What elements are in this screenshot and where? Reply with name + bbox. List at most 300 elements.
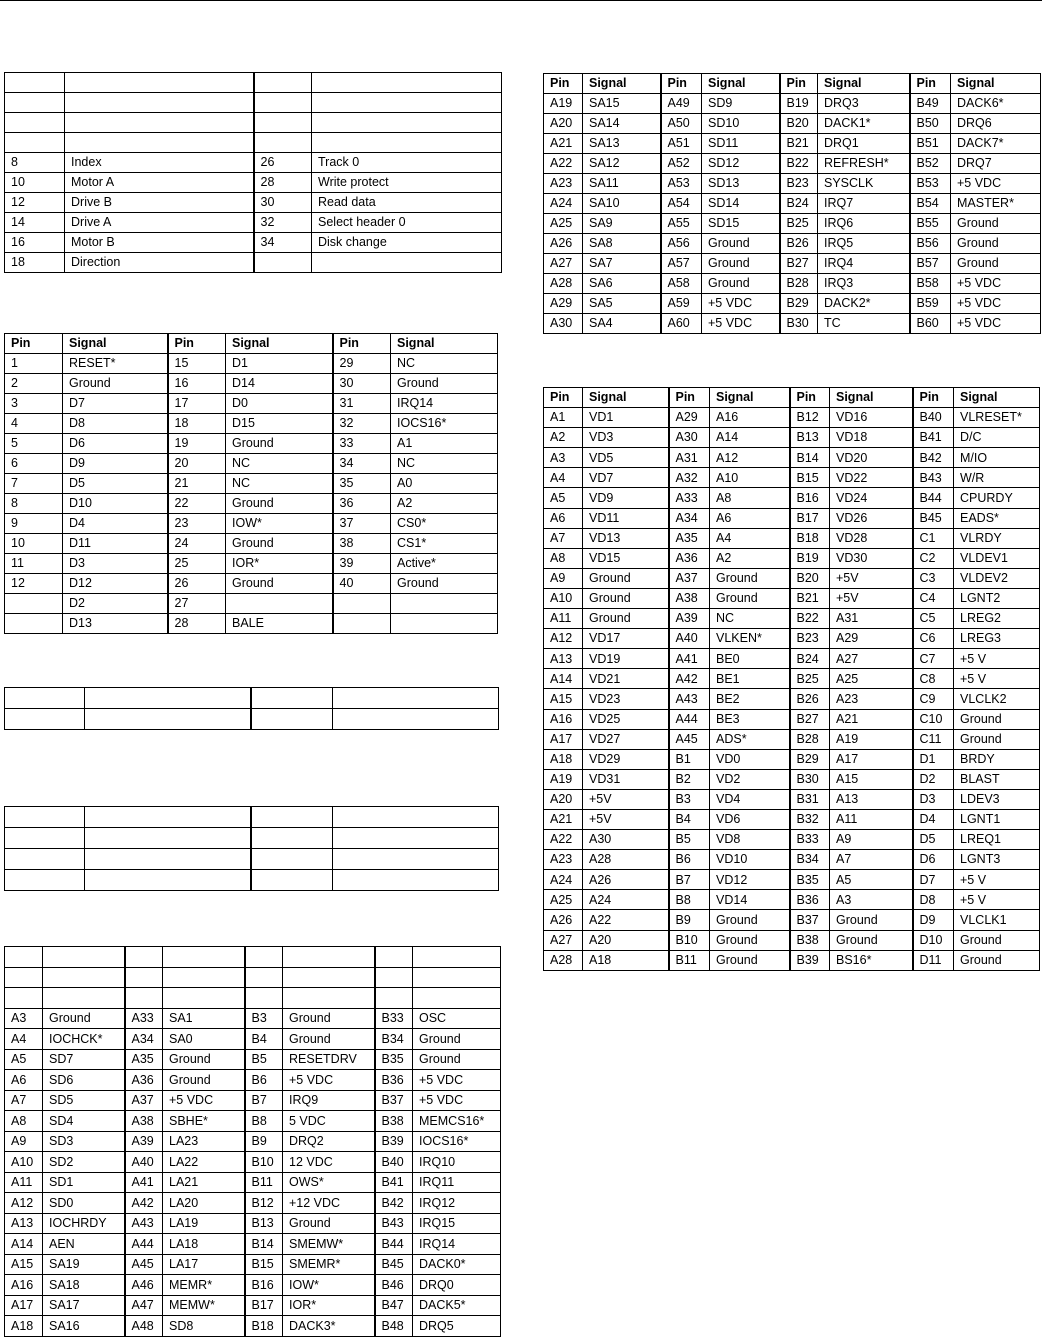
signal-name-cell: Ground [583, 609, 669, 629]
pin-number-cell: B8 [669, 890, 710, 910]
table-row [544, 850, 1040, 870]
pin-number-cell: A56 [661, 234, 702, 254]
signal-name-cell: AEN [43, 1234, 125, 1255]
pin-number-cell: B4 [669, 809, 710, 829]
pin-number-cell: A14 [5, 1234, 43, 1255]
signal-name-cell: BLAST [954, 769, 1040, 789]
signal-name-cell: A10 [710, 468, 790, 488]
pin-number-cell: B26 [780, 234, 818, 254]
pin-number-cell: A35 [669, 528, 710, 548]
signal-name-cell: DRQ7 [951, 154, 1041, 174]
pin-number-cell: B5 [669, 830, 710, 850]
pin-number-cell: B44 [375, 1234, 413, 1255]
table-row [544, 890, 1040, 910]
signal-name-cell: DACK7* [951, 134, 1041, 154]
signal-name-cell: D11 [63, 534, 168, 554]
table-row [544, 468, 1040, 488]
signal-name-cell: MEMR* [163, 1275, 245, 1296]
pin-number-cell: A33 [669, 488, 710, 508]
signal-name-cell: A24 [583, 890, 669, 910]
pin-number-cell: A13 [544, 649, 583, 669]
pin-number-cell: D9 [913, 910, 954, 930]
pin-number-cell: B59 [910, 294, 951, 314]
signal-name-cell: +5 V [954, 649, 1040, 669]
table-header-row [5, 334, 498, 354]
signal-name-cell: VD18 [830, 428, 913, 448]
pin-number-cell: B42 [375, 1193, 413, 1214]
table-row [544, 669, 1040, 689]
signal-name-cell: IRQ14 [391, 394, 498, 414]
pin-number-cell: A28 [544, 950, 583, 970]
signal-name-cell: SA9 [583, 214, 661, 234]
signal-name-cell: DACK6* [951, 94, 1041, 114]
pin-number-cell: B16 [245, 1275, 283, 1296]
table-row [544, 194, 1041, 214]
signal-name-cell: Ground [163, 1049, 245, 1070]
signal-name-cell: SD14 [702, 194, 780, 214]
signal-name-cell: IRQ6 [818, 214, 910, 234]
pin-number-cell: 14 [5, 213, 65, 233]
table-row [5, 233, 502, 253]
pin-number-cell: 23 [168, 514, 226, 534]
signal-name-cell: A29 [830, 629, 913, 649]
pin-number-cell [245, 947, 283, 968]
pin-number-cell: A26 [544, 234, 583, 254]
pin-number-cell: B6 [669, 850, 710, 870]
signal-name-cell: VD2 [710, 769, 790, 789]
table-row [544, 809, 1040, 829]
pin-number-cell: 5 [5, 434, 63, 454]
pin-number-cell: A35 [125, 1049, 163, 1070]
pin-number-cell: A15 [544, 689, 583, 709]
pin-number-cell: A41 [669, 649, 710, 669]
pin-number-cell: B39 [790, 950, 830, 970]
pin-number-cell: A13 [5, 1213, 43, 1234]
column-header-cell: Signal [710, 388, 790, 408]
signal-name-cell: Motor A [65, 173, 254, 193]
pin-number-cell: 35 [333, 474, 391, 494]
signal-name-cell: SA12 [583, 154, 661, 174]
column-header-cell: Signal [818, 74, 910, 94]
signal-name-cell: A17 [830, 749, 913, 769]
column-header-cell: Signal [830, 388, 913, 408]
pin-number-cell: 28 [254, 173, 312, 193]
pin-number-cell: A43 [669, 689, 710, 709]
column-header-cell: Signal [954, 388, 1040, 408]
table-row [5, 1049, 501, 1070]
pin-number-cell: A14 [544, 669, 583, 689]
table-row [5, 534, 498, 554]
pin-number-cell: C1 [913, 528, 954, 548]
pin-number-cell: B45 [913, 508, 954, 528]
pin-number-cell: 3 [5, 394, 63, 414]
pin-number-cell: D2 [913, 769, 954, 789]
signal-name-cell: LREG2 [954, 609, 1040, 629]
signal-name-cell: Active* [391, 554, 498, 574]
signal-name-cell: SMEMR* [283, 1254, 375, 1275]
signal-name-cell: SD6 [43, 1070, 125, 1091]
table-row [544, 568, 1040, 588]
column-header-cell: Pin [780, 74, 818, 94]
signal-name-cell: A5 [830, 870, 913, 890]
pin-number-cell: A28 [544, 274, 583, 294]
signal-name-cell: VD7 [583, 468, 669, 488]
pin-number-cell: D6 [913, 850, 954, 870]
pin-number-cell: A45 [125, 1254, 163, 1275]
signal-name-cell: VD11 [583, 508, 669, 528]
pin-number-cell: 19 [168, 434, 226, 454]
signal-name-cell: A14 [710, 428, 790, 448]
signal-name-cell [333, 807, 499, 828]
pin-number-cell: B29 [780, 294, 818, 314]
signal-name-cell [85, 688, 251, 709]
pin-number-cell: A16 [5, 1275, 43, 1296]
pin-number-cell: B48 [375, 1316, 413, 1337]
signal-name-cell: Ground [226, 534, 333, 554]
pin-number-cell: A11 [544, 609, 583, 629]
table-row [5, 870, 499, 891]
signal-name-cell: IRQ12 [413, 1193, 501, 1214]
signal-name-cell: VLCLK1 [954, 910, 1040, 930]
pin-number-cell: B8 [245, 1111, 283, 1132]
signal-name-cell: IOCHRDY [43, 1213, 125, 1234]
pin-number-cell: A6 [5, 1070, 43, 1091]
table-row [5, 414, 498, 434]
signal-name-cell: IRQ15 [413, 1213, 501, 1234]
signal-name-cell: LA22 [163, 1152, 245, 1173]
signal-name-cell: VLKEN* [710, 629, 790, 649]
signal-name-cell: SA7 [583, 254, 661, 274]
column-header-cell: Signal [391, 334, 498, 354]
pin-number-cell [5, 93, 65, 113]
table-row [544, 729, 1040, 749]
signal-name-cell: VD9 [583, 488, 669, 508]
pin-number-cell: B3 [245, 1008, 283, 1029]
signal-name-cell: VD1 [583, 408, 669, 428]
table-row [544, 448, 1040, 468]
pin-number-cell: A25 [544, 890, 583, 910]
pin-number-cell: A31 [669, 448, 710, 468]
pin-number-cell: A18 [544, 749, 583, 769]
table-row [5, 474, 498, 494]
signal-name-cell: +5V [583, 789, 669, 809]
pin-number-cell: 18 [5, 253, 65, 273]
table-row [544, 649, 1040, 669]
signal-name-cell: IRQ5 [818, 234, 910, 254]
pin-number-cell: A9 [5, 1131, 43, 1152]
signal-name-cell: D0 [226, 394, 333, 414]
signal-name-cell: Ground [413, 1029, 501, 1050]
pin-number-cell: A7 [544, 528, 583, 548]
signal-name-cell: D4 [63, 514, 168, 534]
signal-name-cell: VD25 [583, 709, 669, 729]
pin-number-cell: B39 [375, 1131, 413, 1152]
signal-name-cell [65, 133, 254, 153]
pin-number-cell: B28 [790, 729, 830, 749]
pin-number-cell: B37 [375, 1090, 413, 1111]
pin-number-cell: A22 [544, 154, 583, 174]
signal-name-cell: +5 VDC [951, 294, 1041, 314]
pin-number-cell: A29 [669, 408, 710, 428]
pin-number-cell: B20 [780, 114, 818, 134]
pin-number-cell: A39 [669, 609, 710, 629]
pin-number-cell [254, 73, 312, 93]
pin-number-cell: 6 [5, 454, 63, 474]
table-row [544, 114, 1041, 134]
table-row [5, 849, 499, 870]
signal-name-cell: Ground [391, 374, 498, 394]
pin-number-cell: B6 [245, 1070, 283, 1091]
pin-number-cell: C6 [913, 629, 954, 649]
pin-number-cell: B9 [669, 910, 710, 930]
pin-number-cell [125, 967, 163, 988]
signal-name-cell [333, 870, 499, 891]
pin-number-cell: 16 [168, 374, 226, 394]
pin-number-cell: B35 [375, 1049, 413, 1070]
pin-number-cell: A25 [544, 214, 583, 234]
signal-name-cell: SA8 [583, 234, 661, 254]
pin-number-cell: B45 [375, 1254, 413, 1275]
pin-number-cell: B34 [375, 1029, 413, 1050]
pin-number-cell: 31 [333, 394, 391, 414]
pin-number-cell: B11 [245, 1172, 283, 1193]
pin-number-cell: C5 [913, 609, 954, 629]
signal-name-cell: +5 V [954, 870, 1040, 890]
pin-number-cell [5, 688, 85, 709]
pin-number-cell: B10 [245, 1152, 283, 1173]
signal-name-cell: D12 [63, 574, 168, 594]
signal-name-cell: VD13 [583, 528, 669, 548]
signal-name-cell: RESET* [63, 354, 168, 374]
pin-number-cell: B32 [790, 809, 830, 829]
signal-name-cell: LA21 [163, 1172, 245, 1193]
signal-name-cell: +5 VDC [413, 1070, 501, 1091]
signal-name-cell: Track 0 [312, 153, 502, 173]
pin-number-cell: A12 [544, 629, 583, 649]
vesa-local-bus-pinout-table [543, 387, 1040, 971]
pin-number-cell: A3 [544, 448, 583, 468]
signal-name-cell: A7 [830, 850, 913, 870]
signal-name-cell: 5 VDC [283, 1111, 375, 1132]
signal-name-cell: BE3 [710, 709, 790, 729]
pin-number-cell [254, 113, 312, 133]
pin-number-cell: D11 [913, 950, 954, 970]
pin-number-cell: B36 [375, 1070, 413, 1091]
signal-name-cell [333, 709, 499, 730]
pin-number-cell: B46 [375, 1275, 413, 1296]
signal-name-cell [65, 113, 254, 133]
signal-name-cell: LDEV3 [954, 789, 1040, 809]
signal-name-cell: A27 [830, 649, 913, 669]
table-row [5, 614, 498, 634]
pin-number-cell: A36 [125, 1070, 163, 1091]
pin-number-cell: A32 [669, 468, 710, 488]
signal-name-cell: IOR* [226, 554, 333, 574]
signal-name-cell [283, 947, 375, 968]
signal-name-cell: IRQ3 [818, 274, 910, 294]
pin-number-cell: 39 [333, 554, 391, 574]
pin-number-cell: C2 [913, 548, 954, 568]
signal-name-cell: VD26 [830, 508, 913, 528]
pin-number-cell: A40 [125, 1152, 163, 1173]
pin-number-cell: B14 [245, 1234, 283, 1255]
pin-number-cell: C8 [913, 669, 954, 689]
signal-name-cell: IRQ14 [413, 1234, 501, 1255]
pin-number-cell [375, 967, 413, 988]
pin-number-cell: A11 [5, 1172, 43, 1193]
table-row [5, 1316, 501, 1337]
pin-number-cell: B26 [790, 689, 830, 709]
column-header-cell: Pin [333, 334, 391, 354]
table-row [544, 769, 1040, 789]
pin-number-cell: B19 [790, 548, 830, 568]
pin-number-cell: 30 [254, 193, 312, 213]
signal-name-cell: IOCHCK* [43, 1029, 125, 1050]
signal-name-cell: VD30 [830, 548, 913, 568]
signal-name-cell: BALE [226, 614, 333, 634]
pin-number-cell: 34 [333, 454, 391, 474]
pin-number-cell: A18 [5, 1316, 43, 1337]
pin-number-cell [375, 947, 413, 968]
signal-name-cell: Ground [710, 588, 790, 608]
signal-name-cell [43, 988, 125, 1009]
signal-name-cell [85, 828, 251, 849]
signal-name-cell: SD13 [702, 174, 780, 194]
table-row [544, 629, 1040, 649]
pin-number-cell: A27 [544, 254, 583, 274]
signal-name-cell: SA14 [583, 114, 661, 134]
pin-number-cell: 37 [333, 514, 391, 534]
signal-name-cell: A0 [391, 474, 498, 494]
table-row [5, 93, 502, 113]
pin-number-cell: B22 [780, 154, 818, 174]
table-row [5, 1131, 501, 1152]
column-header-cell: Pin [669, 388, 710, 408]
signal-name-cell: +12 VDC [283, 1193, 375, 1214]
pin-number-cell: A52 [661, 154, 702, 174]
signal-name-cell: D8 [63, 414, 168, 434]
pin-number-cell: B15 [790, 468, 830, 488]
pin-number-cell: B57 [910, 254, 951, 274]
pin-number-cell: B2 [669, 769, 710, 789]
table-row [544, 314, 1041, 334]
column-header-cell: Signal [583, 388, 669, 408]
pin-number-cell: B33 [375, 1008, 413, 1029]
signal-name-cell: A15 [830, 769, 913, 789]
signal-name-cell: Ground [954, 709, 1040, 729]
pin-number-cell: A7 [5, 1090, 43, 1111]
pin-number-cell [251, 828, 333, 849]
signal-name-cell: DRQ3 [818, 94, 910, 114]
pin-number-cell: A17 [5, 1295, 43, 1316]
floppy-connector-pinout-table [4, 72, 502, 273]
pin-number-cell: 4 [5, 414, 63, 434]
table-row [544, 134, 1041, 154]
pin-number-cell: 20 [168, 454, 226, 474]
table-row [544, 488, 1040, 508]
pin-number-cell: 12 [5, 193, 65, 213]
pin-number-cell: C3 [913, 568, 954, 588]
table-header-row [544, 388, 1040, 408]
pin-number-cell: A1 [544, 408, 583, 428]
signal-name-cell: IOCS16* [413, 1131, 501, 1152]
signal-name-cell: SD1 [43, 1172, 125, 1193]
pin-number-cell: A26 [544, 910, 583, 930]
signal-name-cell: +5 VDC [951, 274, 1041, 294]
signal-name-cell: M/IO [954, 448, 1040, 468]
signal-name-cell: LA20 [163, 1193, 245, 1214]
signal-name-cell: A3 [830, 890, 913, 910]
signal-name-cell [312, 73, 502, 93]
pin-number-cell [251, 870, 333, 891]
table-row [5, 1295, 501, 1316]
pin-number-cell: B35 [790, 870, 830, 890]
pin-number-cell: A51 [661, 134, 702, 154]
signal-name-cell: LA17 [163, 1254, 245, 1275]
pin-number-cell: D7 [913, 870, 954, 890]
pin-number-cell: A21 [544, 809, 583, 829]
signal-name-cell [312, 253, 502, 273]
isa-16bit-slot-pinout-table [4, 946, 501, 1337]
table-row [544, 689, 1040, 709]
pin-number-cell [251, 688, 333, 709]
pin-number-cell [254, 93, 312, 113]
signal-name-cell: Write protect [312, 173, 502, 193]
pin-number-cell: 11 [5, 554, 63, 574]
signal-name-cell: Ground [830, 910, 913, 930]
pin-number-cell [375, 988, 413, 1009]
table-row [544, 214, 1041, 234]
column-header-cell: Pin [790, 388, 830, 408]
pin-number-cell: B41 [375, 1172, 413, 1193]
pin-number-cell: B27 [790, 709, 830, 729]
signal-name-cell: SA5 [583, 294, 661, 314]
pin-number-cell: A27 [544, 930, 583, 950]
table-row [5, 1111, 501, 1132]
signal-name-cell: CS1* [391, 534, 498, 554]
signal-name-cell: DRQ6 [951, 114, 1041, 134]
signal-name-cell: SD9 [702, 94, 780, 114]
signal-name-cell: A23 [830, 689, 913, 709]
pin-number-cell: B22 [790, 609, 830, 629]
table-row [544, 609, 1040, 629]
signal-name-cell: NC [391, 354, 498, 374]
pin-number-cell: A2 [544, 428, 583, 448]
signal-name-cell: Motor B [65, 233, 254, 253]
table-row [5, 947, 501, 968]
signal-name-cell: MEMCS16* [413, 1111, 501, 1132]
signal-name-cell: SA18 [43, 1275, 125, 1296]
signal-name-cell: VLRESET* [954, 408, 1040, 428]
pin-number-cell: B12 [790, 408, 830, 428]
pin-number-cell: B3 [669, 789, 710, 809]
pin-number-cell: B27 [780, 254, 818, 274]
column-header-cell: Signal [951, 74, 1041, 94]
table-row [5, 193, 502, 213]
table-row [5, 1172, 501, 1193]
signal-name-cell: DACK3* [283, 1316, 375, 1337]
table-row [5, 574, 498, 594]
signal-name-cell: RESETDRV [283, 1049, 375, 1070]
signal-name-cell: Ground [63, 374, 168, 394]
pin-number-cell: 38 [333, 534, 391, 554]
signal-name-cell: Ground [710, 950, 790, 970]
pin-number-cell: A10 [5, 1152, 43, 1173]
pin-number-cell: B33 [790, 830, 830, 850]
signal-name-cell: VD17 [583, 629, 669, 649]
table-header-row [544, 74, 1041, 94]
table-row [5, 594, 498, 614]
